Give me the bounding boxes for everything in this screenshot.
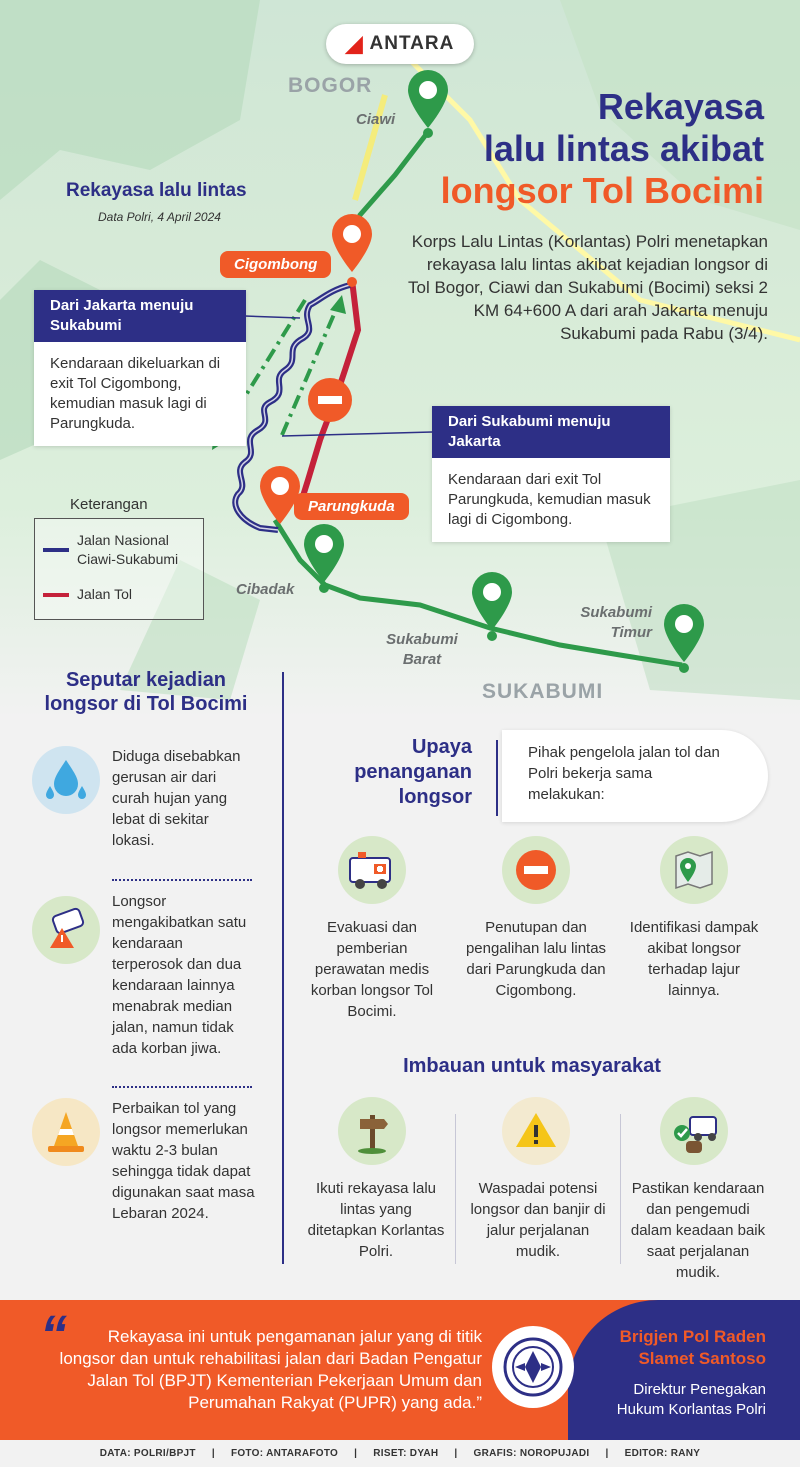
logo-text: ANTARA <box>369 33 455 54</box>
legend-item-national <box>43 531 203 569</box>
antara-logo-mark-icon: ◢ <box>345 31 364 56</box>
column-divider <box>455 1114 456 1264</box>
road-closed-sign <box>308 378 352 422</box>
legend-label-toll: Jalan Tol <box>77 586 133 602</box>
traffic-cone-icon <box>32 1098 100 1166</box>
title-line-1: Rekayasa <box>597 86 764 127</box>
note-accent-line <box>496 740 498 816</box>
antara-logo <box>326 24 474 64</box>
handling-item-2: Penutupan dan pengalihan lalu lintas dari Parungkuda dan Cigombong. <box>465 919 607 999</box>
box-sukabumi-header: Dari Sukabumi menuju Jakarta <box>432 406 670 458</box>
section-divider <box>282 672 284 1264</box>
credit-grafis: GRAFIS: NOROPUJADI <box>473 1448 590 1459</box>
place-parungkuda: Parungkuda <box>294 493 409 520</box>
appeal-title: Imbauan untuk masyarakat <box>403 1055 661 1077</box>
box-jakarta-body: Kendaraan dikeluarkan di exit Tol Cigombong, kemudian masuk lagi di Parungkuda. <box>50 355 221 432</box>
box-jakarta-sukabumi <box>34 290 246 446</box>
signpost-icon <box>338 1097 406 1165</box>
city-bogor: BOGOR <box>288 74 373 97</box>
pin-cigombong <box>332 214 372 287</box>
handling-note: Pihak pengelola jalan tol dan Polri bekerja sama melakukan: <box>528 744 720 803</box>
legend <box>34 518 204 620</box>
place-ciawi: Ciawi <box>356 111 396 128</box>
speaker-role: Direktur Penegakan Hukum Korlantas Polri <box>616 1381 766 1418</box>
credit-editor: EDITOR: RANY <box>624 1448 701 1459</box>
handling-note-bubble <box>502 730 768 822</box>
legend-swatch-national <box>43 548 69 552</box>
place-sukabumi-barat: Sukabumi Barat <box>386 631 458 668</box>
legend-label-national: Jalan Nasional Ciawi-Sukabumi <box>77 532 179 567</box>
car-crash-icon <box>32 896 100 964</box>
korlantas-emblem-icon <box>492 1326 574 1408</box>
box-sukabumi-body: Kendaraan dari exit Tol Parungkuda, kemudian masuk lagi di Cigombong. <box>448 471 651 528</box>
dotted-divider <box>112 1086 252 1088</box>
legend-item-toll <box>43 585 132 604</box>
credit-data: DATA: POLRI/BPJT <box>99 1448 196 1459</box>
map-date: Data Polri, 4 April 2024 <box>98 210 221 224</box>
appeal-item-1: Ikuti rekayasa lalu lintas yang ditetapkan Korlantas Polri. <box>307 1180 445 1260</box>
box-sukabumi-jakarta <box>432 406 670 542</box>
legend-swatch-toll <box>43 593 69 597</box>
handling-item-1: Evakuasi dan pemberian perawatan medis korban longsor Tol Bocimi. <box>310 919 434 1020</box>
credits-footer: DATA: POLRI/BPJT | FOTO: ANTARAFOTO | RISET: DYAH | GRAFIS: NOROPUJADI | EDITOR: RANY <box>0 1440 800 1467</box>
credit-foto: FOTO: ANTARAFOTO <box>230 1448 339 1459</box>
warning-icon <box>502 1097 570 1165</box>
map-subtitle: Rekayasa lalu lintas <box>66 180 247 201</box>
title-line-3: longsor Tol Bocimi <box>440 170 764 211</box>
dotted-divider <box>112 879 252 881</box>
handling-item-3: Identifikasi dampak akibat longsor terhadap lajur lainnya. <box>629 919 759 999</box>
box-jakarta-header: Dari Jakarta menuju Sukabumi <box>34 290 246 342</box>
quote-text: Rekayasa ini untuk pengamanan jalur yang di titik longsor dan untuk rehabilitasi jalan dari Badan Pengatur Jalan Tol (BPJT) Kementerian Pekerjaan Umum dan Perumahan Rakyat (PUPR) yang ada.” <box>59 1327 482 1412</box>
car-check-icon <box>660 1097 728 1165</box>
place-sukabumi-timur: Sukabumi Timur <box>580 604 652 641</box>
page-title <box>441 86 764 212</box>
ambulance-icon <box>338 836 406 904</box>
intro-paragraph: Korps Lalu Lintas (Korlantas) Polri menetapkan rekayasa lalu lintas akibat kejadian longsor di Tol Bogor, Ciawi dan Sukabumi (Bocimi) seksi 2 KM 64+600 A dari arah Jakarta menuju Sukabumi pada Rabu (3/4). <box>408 232 768 343</box>
legend-title: Keterangan <box>70 496 148 513</box>
credit-riset: RISET: DYAH <box>373 1448 439 1459</box>
city-sukabumi: SUKABUMI <box>482 680 604 703</box>
column-divider <box>620 1114 621 1264</box>
appeal-item-2: Waspadai potensi longsor dan banjir di jalur perjalanan mudik. <box>470 1180 606 1260</box>
title-line-2: lalu lintas akibat <box>483 128 764 169</box>
water-drops-icon <box>32 746 100 814</box>
speaker-name: Brigjen Pol Raden Slamet Santoso <box>619 1327 766 1368</box>
quote-mark-icon: “ <box>40 1305 67 1365</box>
handling-title: Upaya penanganan longsor <box>354 736 472 808</box>
incident-item-3: Perbaikan tol yang longsor memerlukan waktu 2-3 bulan sehingga tidak dapat digunakan saat masa Lebaran 2024. <box>112 1100 255 1222</box>
incident-title: Seputar kejadian longsor di Tol Bocimi <box>44 669 248 715</box>
road-closed-icon <box>502 836 570 904</box>
incident-item-2: Longsor mengakibatkan satu kendaraan terperosok dan dua kendaraan lainnya menabrak median jalan, namun tidak ada korban jiwa. <box>112 893 247 1057</box>
place-cibadak: Cibadak <box>236 581 295 598</box>
map-pin-icon <box>660 836 728 904</box>
incident-item-1: Diduga disebabkan gerusan air dari curah hujan yang lebat di sekitar lokasi. <box>112 748 241 849</box>
place-cigombong: Cigombong <box>220 251 331 278</box>
appeal-item-3: Pastikan kendaraan dan pengemudi dalam keadaan baik saat perjalanan mudik. <box>630 1180 766 1281</box>
